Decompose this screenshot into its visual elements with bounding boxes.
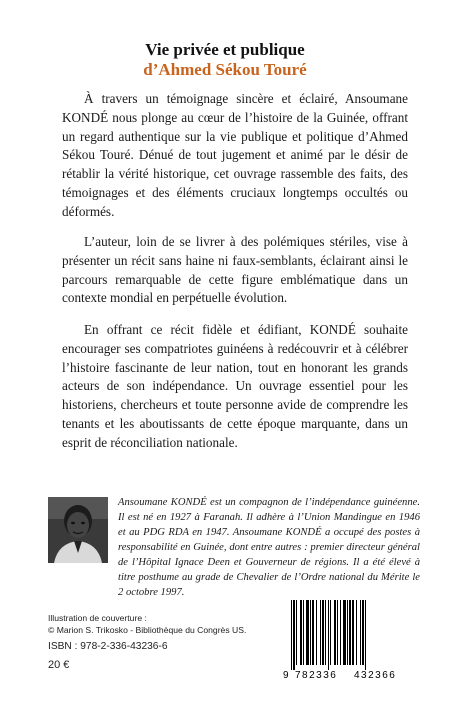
barcode-bar — [312, 600, 314, 665]
barcode-digits-group-1: 782336 — [295, 670, 338, 680]
title-line-1: Vie privée et publique — [145, 40, 305, 59]
author-bio — [118, 495, 420, 600]
cover-credit — [48, 613, 268, 636]
barcode-bar — [330, 600, 331, 665]
barcode-bar — [349, 600, 351, 665]
barcode-bar — [352, 600, 354, 665]
barcode-bar — [337, 600, 338, 665]
barcode-bar — [360, 600, 361, 665]
barcode-bar — [322, 600, 324, 665]
paragraph-text: L’auteur, loin de se livrer à des polémiques stériles, vise à présenter un récit sans haine ni faux-semblants, éclairant ainsi le parcours remarquable de cette figure emblématique dans un contexte mondial en perpétuelle évolution. — [62, 234, 408, 306]
barcode-bar — [325, 600, 326, 665]
paragraph-text: À travers un témoignage sincère et éclairé, Ansoumane KONDÉ nous plonge au cœur de l’histoire de la Guinée, offrant un regard authentique sur la vie publique et politique d’Ahmed Sékou Touré. Dénué de tout jugement et animé par le désir de rétablir la vérité historique, cet ouvrage rassemble des faits, des témoignages et des éléments cruciaux longtemps occultés ou déformés. — [62, 91, 408, 219]
barcode-bar — [291, 600, 292, 670]
barcode-bar — [334, 600, 336, 665]
isbn: ISBN : 978-2-336-43236-6 — [48, 641, 168, 652]
barcode-bar — [306, 600, 309, 665]
summary-paragraph-1 — [62, 90, 408, 222]
summary-paragraph-2 — [62, 233, 408, 308]
credit-line-1: Illustration de couverture : — [48, 613, 147, 623]
summary-paragraph-3 — [62, 321, 408, 453]
barcode-bar — [340, 600, 341, 665]
barcode-bar — [365, 600, 366, 670]
barcode-bar — [293, 600, 295, 670]
barcode-bar — [310, 600, 311, 665]
barcode-bar — [316, 600, 317, 665]
barcode-digits-group-2: 432366 — [354, 670, 397, 680]
barcode-bar — [303, 600, 304, 665]
barcode-bar — [356, 600, 357, 665]
barcode — [279, 600, 419, 680]
barcode-bar — [347, 600, 348, 665]
author-photo — [48, 497, 108, 563]
barcode-bar — [320, 600, 321, 665]
title-line-2: d’Ahmed Sékou Touré — [143, 60, 307, 79]
credit-line-2: © Marion S. Trikosko - Bibliothèque du Congrès US. — [48, 624, 247, 635]
barcode-bar — [328, 600, 329, 670]
bio-text: est un compagnon de l’indépendance guinéenne. Il est né en 1927 à Faranah. Il adhère à l’Union Mandingue en 1946 et au PDG RDA en 1947. Ansoumane KONDÉ a occupé des postes à responsabilité en Guinée, dont entre autres : premier directeur général de l’Hôpital Ignace Deen et Gouverneur de régions. Il a été élevé à titre posthume au grade de Chevalier de l’Ordre national du Mérite le 2 octobre 1997. — [118, 497, 421, 598]
paragraph-text: En offrant ce récit fidèle et édifiant, KONDÉ souhaite encourager ses compatriotes guinéens à redécouvrir et à célébrer l’histoire fascinante de leur nation, tout en honorant les grands acteurs de son indépendance. Un ouvrage essentiel pour les historiens, chercheurs et toute personne avide de comprendre les tenants et les aboutissants de cette époque marquante, dans un esprit de réconciliation nationale. — [62, 322, 408, 450]
barcode-bar — [296, 600, 297, 665]
barcode-bar — [343, 600, 346, 665]
author-name: Ansoumane KONDÉ — [118, 497, 207, 508]
barcode-bar — [362, 600, 364, 665]
book-title — [0, 40, 450, 80]
price: 20 € — [48, 659, 70, 671]
barcode-digit-prefix: 9 — [283, 670, 289, 680]
barcode-bar — [300, 600, 302, 665]
